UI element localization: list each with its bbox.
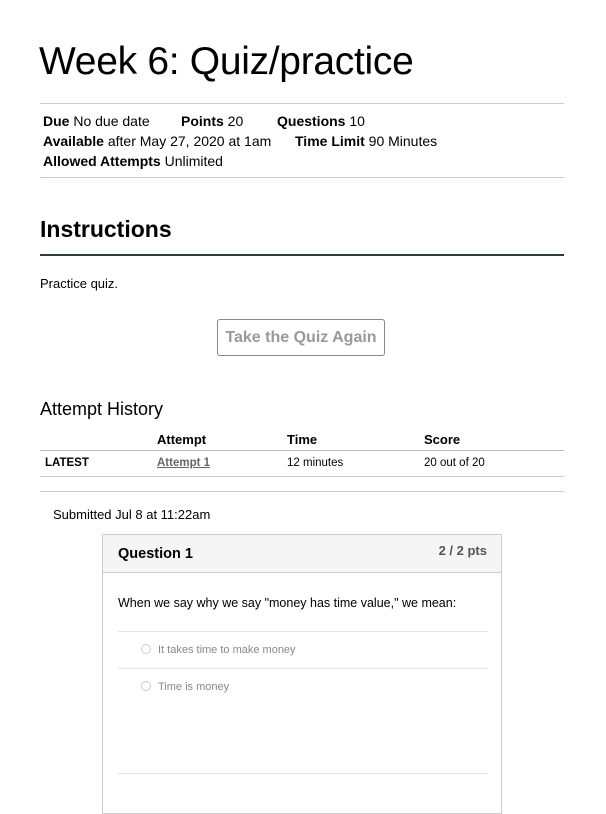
answer-label: It takes time to make money bbox=[158, 644, 296, 656]
due-detail bbox=[43, 113, 150, 129]
due-label: Due bbox=[43, 113, 70, 129]
available-value: after May 27, 2020 at 1am bbox=[107, 133, 272, 149]
questions-detail bbox=[277, 113, 365, 129]
questions-value: 10 bbox=[349, 113, 365, 129]
answer-option bbox=[141, 681, 229, 693]
submission-info: Submitted Jul 8 at 11:22am bbox=[53, 507, 211, 522]
details-bottom-divider bbox=[40, 177, 564, 178]
attempt-time: 12 minutes bbox=[287, 457, 344, 469]
take-quiz-again-button[interactable]: Take the Quiz Again bbox=[217, 319, 385, 356]
attempts-label: Allowed Attempts bbox=[43, 153, 161, 169]
submission-divider bbox=[40, 491, 564, 492]
table-header-divider bbox=[40, 450, 564, 451]
due-value: No due date bbox=[73, 113, 150, 129]
answer-divider bbox=[118, 668, 488, 669]
radio-icon bbox=[141, 681, 151, 691]
time-limit-detail bbox=[295, 133, 437, 149]
answer-option bbox=[141, 644, 296, 656]
points-label: Points bbox=[181, 113, 224, 129]
column-header-score: Score bbox=[424, 432, 461, 447]
answer-divider bbox=[118, 631, 488, 632]
question-text: When we say why we say "money has time value," we mean: bbox=[118, 596, 457, 610]
details-top-divider bbox=[40, 103, 564, 104]
answer-divider bbox=[118, 773, 488, 774]
time-limit-value: 90 Minutes bbox=[368, 133, 438, 149]
page-title: Week 6: Quiz/practice bbox=[39, 40, 414, 83]
questions-label: Questions bbox=[277, 113, 346, 129]
attempt-link[interactable]: Attempt 1 bbox=[157, 457, 211, 469]
attempt-history-heading: Attempt History bbox=[40, 399, 164, 419]
attempts-value: Unlimited bbox=[164, 153, 223, 169]
question-title: Question 1 bbox=[118, 546, 193, 562]
column-header-time: Time bbox=[287, 432, 318, 447]
question-header bbox=[103, 535, 501, 573]
available-label: Available bbox=[43, 133, 104, 149]
time-limit-label: Time Limit bbox=[295, 133, 365, 149]
points-detail bbox=[181, 113, 243, 129]
question-points: 2 / 2 pts bbox=[438, 543, 487, 558]
attempts-detail bbox=[43, 153, 223, 169]
available-detail bbox=[43, 133, 271, 149]
column-header-attempt: Attempt bbox=[157, 432, 207, 447]
instructions-heading: Instructions bbox=[40, 216, 172, 242]
answer-label: Time is money bbox=[158, 681, 230, 693]
points-value: 20 bbox=[227, 113, 244, 129]
attempt-score: 20 out of 20 bbox=[424, 457, 485, 469]
latest-label: LATEST bbox=[45, 457, 89, 469]
question-card bbox=[102, 534, 502, 814]
instructions-text: Practice quiz. bbox=[40, 276, 119, 291]
instructions-divider bbox=[40, 254, 564, 256]
radio-icon bbox=[141, 644, 151, 654]
table-row-divider bbox=[40, 476, 564, 477]
